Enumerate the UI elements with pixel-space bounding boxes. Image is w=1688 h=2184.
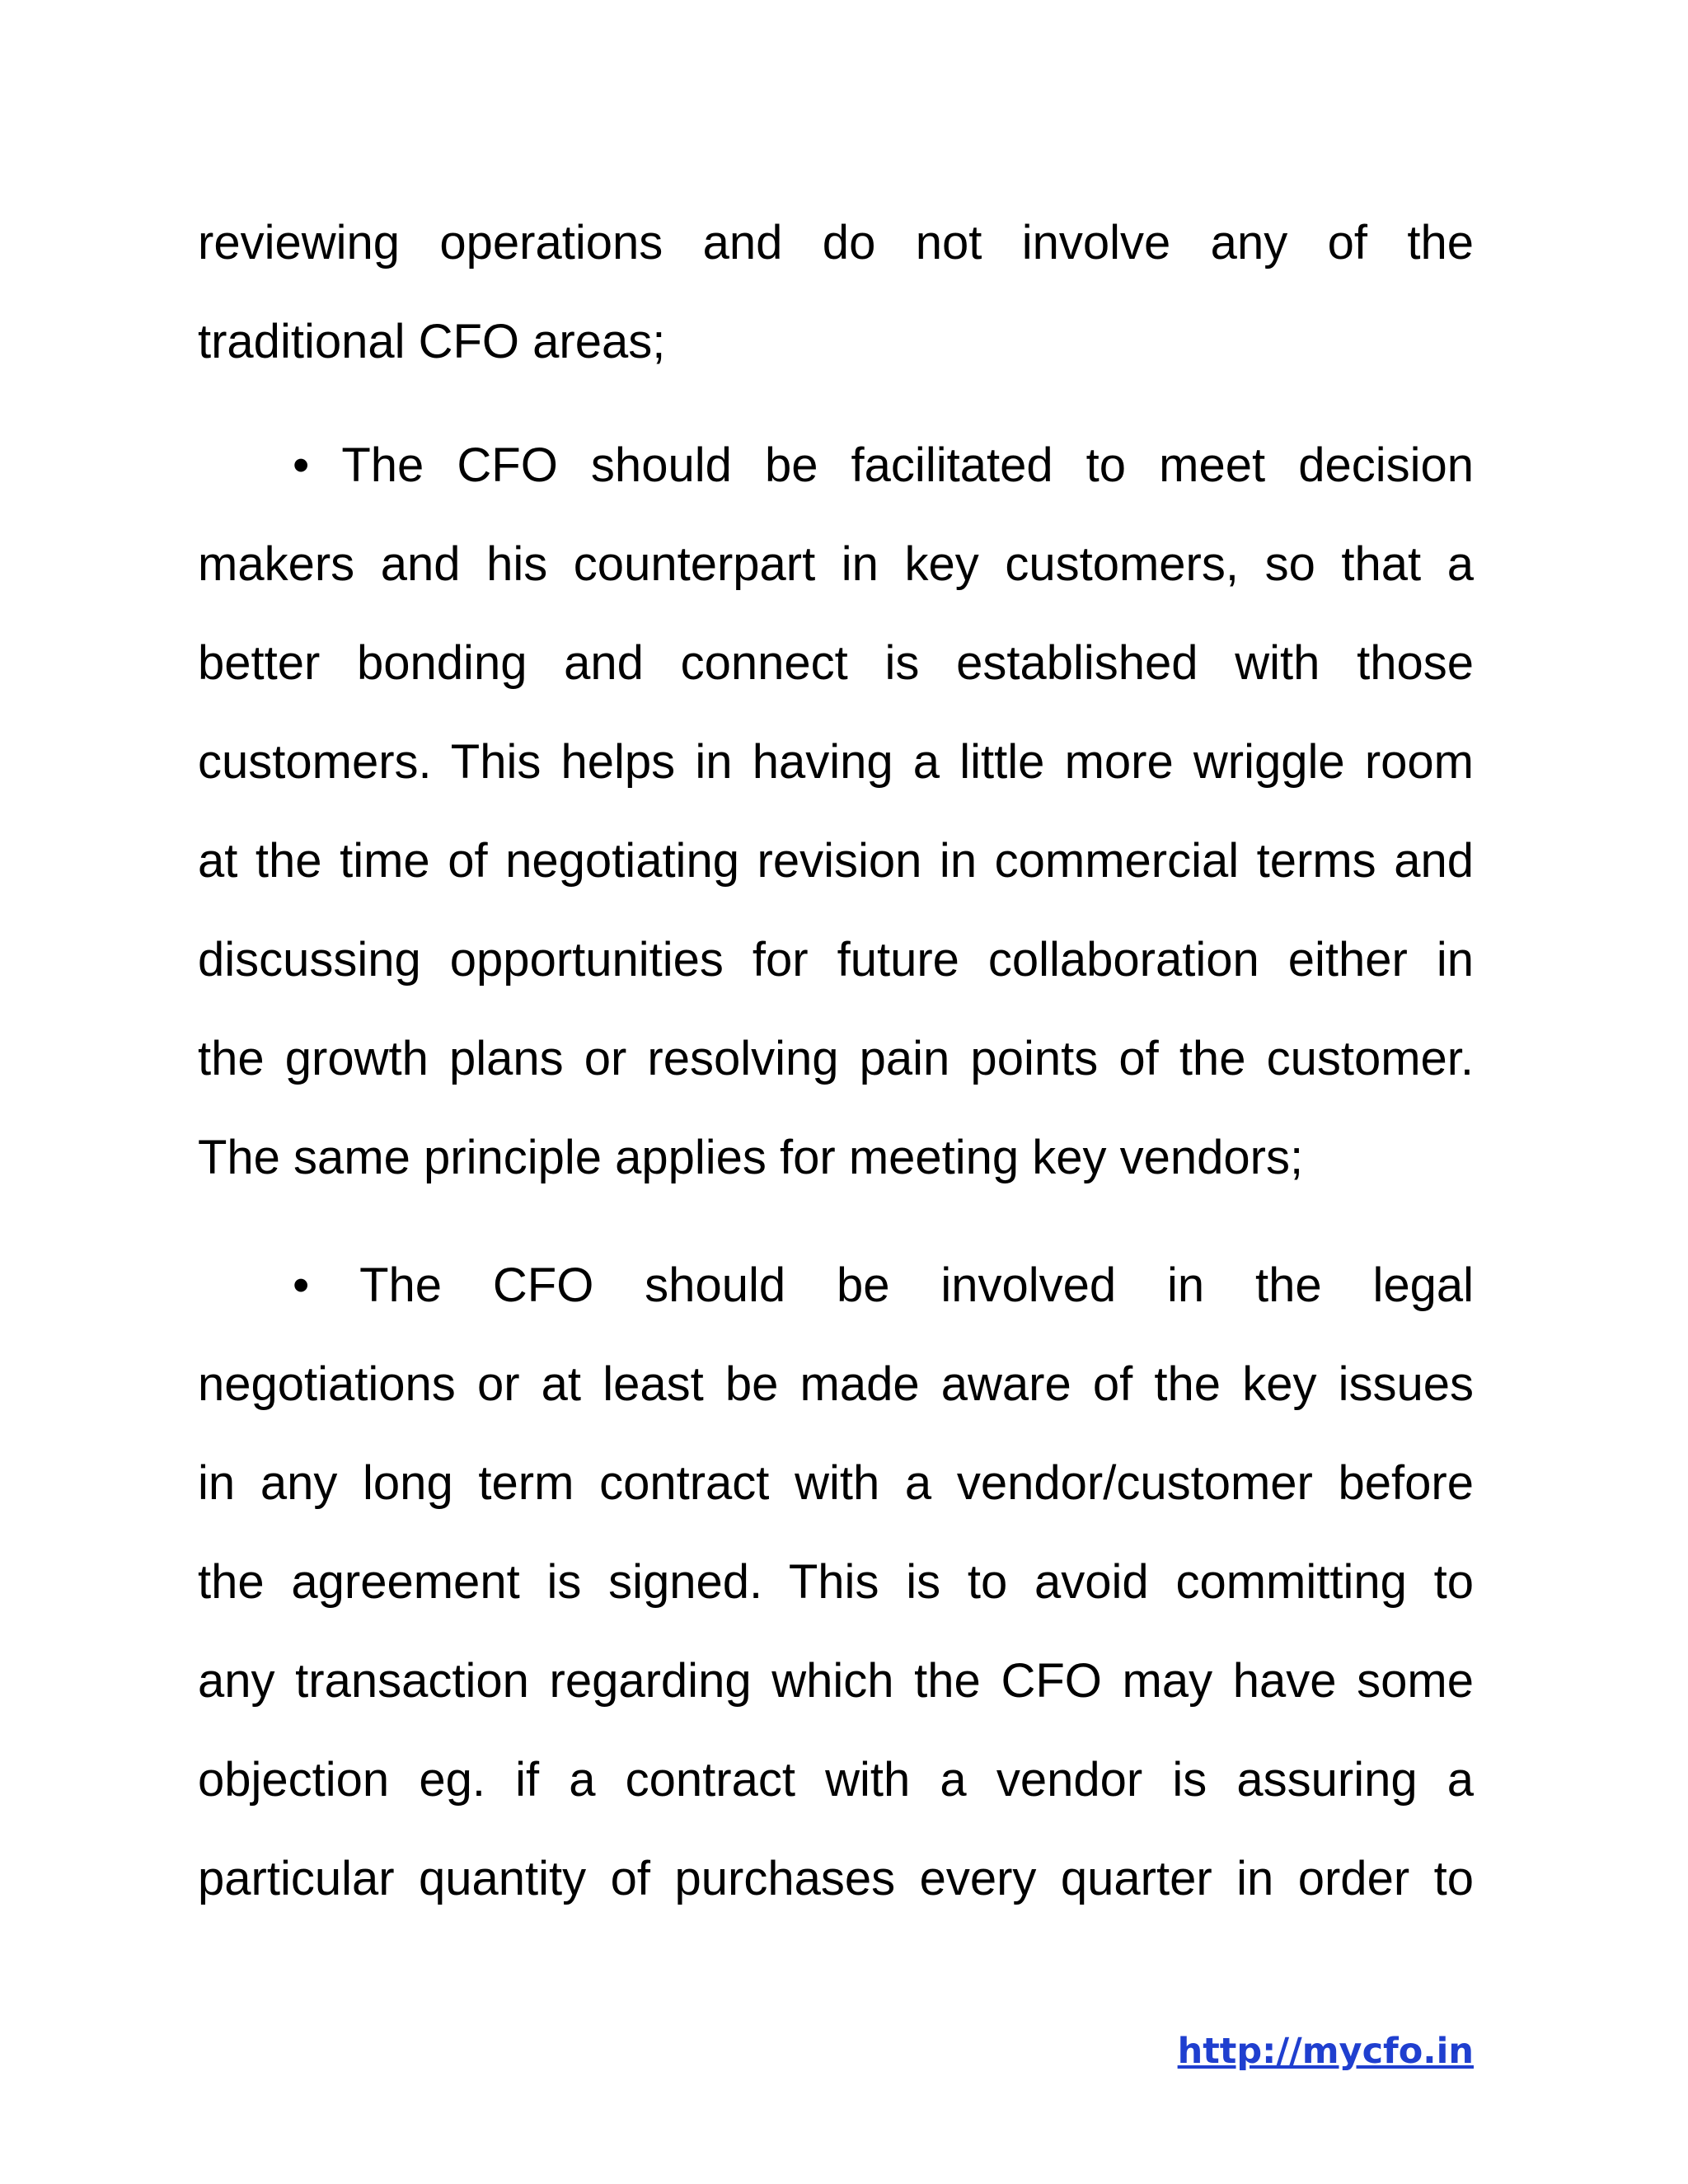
bullet-text-line: • The CFO should be involved in the legal: [293, 1258, 1474, 1312]
text-line: objection eg. if a contract with a vendor is assuring a: [198, 1753, 1474, 1807]
text-line: particular quantity of purchases every quarter in order to: [198, 1852, 1474, 1905]
text-line: in any long term contract with a vendor/customer before: [198, 1456, 1474, 1510]
bullet-paragraph-meet-decision-makers: [198, 416, 1474, 1207]
text-line: any transaction regarding which the CFO may have some: [198, 1654, 1474, 1708]
text-line: customers. This helps in having a little more wriggle room: [198, 735, 1474, 789]
bullet-paragraph-legal-negotiations: [198, 1236, 1474, 1929]
text-line: the agreement is signed. This is to avoid committing to: [198, 1555, 1474, 1609]
text-line: the growth plans or resolving pain points of the customer.: [198, 1032, 1474, 1085]
text-line: negotiations or at least be made aware of the key issues: [198, 1357, 1474, 1411]
text-line: at the time of negotiating revision in commercial terms and: [198, 834, 1474, 888]
footer-website-link[interactable]: http://mycfo.in: [1177, 2031, 1474, 2072]
text-line: reviewing operations and do not involve any of the: [198, 216, 1474, 269]
paragraph-continuation: [198, 194, 1474, 391]
text-line: traditional CFO areas;: [198, 315, 666, 368]
text-line: makers and his counterpart in key customers, so that a: [198, 537, 1474, 591]
text-line: The same principle applies for meeting key vendors;: [198, 1131, 1304, 1184]
bullet-text-line: • The CFO should be facilitated to meet decision: [293, 438, 1474, 492]
text-line: better bonding and connect is established with those: [198, 636, 1474, 690]
text-line: discussing opportunities for future collaboration either in: [198, 933, 1474, 987]
